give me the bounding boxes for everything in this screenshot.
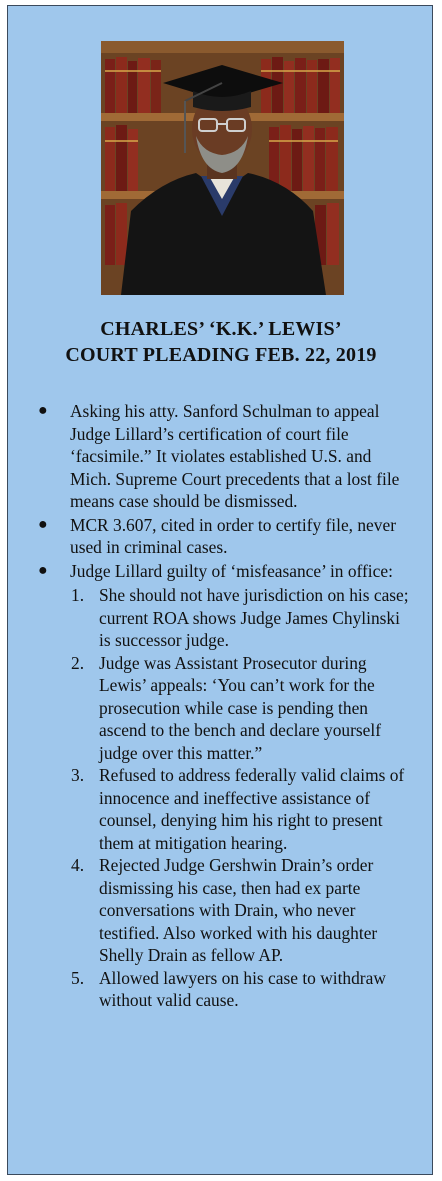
item-number: 4. [71, 855, 85, 875]
portrait-photo [101, 41, 344, 295]
bullet-dot-icon: ● [38, 515, 48, 533]
numbered-item [8, 967, 434, 1012]
graduation-portrait-image [101, 41, 344, 295]
item-text: Rejected Judge Gershwin Drain’s order dismissing his case, then had ex parte conversations with Drain, who never testified. Also worked with his daughter Shelly Drain as fellow AP. [99, 855, 378, 965]
numbered-item [8, 764, 434, 854]
bullet-text: MCR 3.607, cited in order to certify file, never used in criminal cases. [70, 514, 396, 557]
item-number: 5. [71, 967, 85, 988]
bullet-item [8, 514, 434, 559]
headline-line-2: COURT PLEADING FEB. 22, 2019 [65, 344, 377, 366]
bullet-list [8, 400, 434, 1012]
bullet-item [8, 560, 434, 583]
item-number: 2. [71, 652, 85, 673]
bullet-text: Asking his atty. Sanford Schulman to appeal Judge Lillard’s certification of court file ‘facsimile.” It violates established U.S. and Mich. Supreme Court precedents that a lost file means case should be dismissed. [70, 401, 400, 511]
bullet-dot-icon: ● [38, 561, 48, 579]
item-number: 3. [71, 765, 85, 785]
bullet-dot-icon: ● [38, 402, 48, 419]
numbered-item [8, 854, 434, 967]
headline-line-1: CHARLES’ ‘K.K.’ LEWIS’ [100, 318, 342, 340]
item-text: Allowed lawyers on his case to withdraw without valid cause. [99, 967, 386, 1010]
numbered-list [8, 584, 434, 1012]
bullet-text: Judge Lillard guilty of ‘misfeasance’ in office: [70, 560, 393, 581]
item-text: Judge was Assistant Prosecutor during Lewis’ appeals: ‘You can’t work for the prosecution while case is pending then ascend to the bench and declare yourself judge over this matter.” [99, 652, 381, 763]
numbered-item [8, 584, 434, 652]
item-text: She should not have jurisdiction on his case; current ROA shows Judge James Chylinski is successor judge. [99, 585, 409, 650]
item-text: Refused to address federally valid claims of innocence and ineffective assistance of counsel, denying him his right to present them at mitigation hearing. [99, 765, 405, 853]
numbered-item [8, 652, 434, 765]
item-number: 1. [71, 585, 85, 605]
article-panel [7, 5, 433, 1175]
headline [8, 316, 434, 368]
bullet-item [8, 400, 434, 513]
